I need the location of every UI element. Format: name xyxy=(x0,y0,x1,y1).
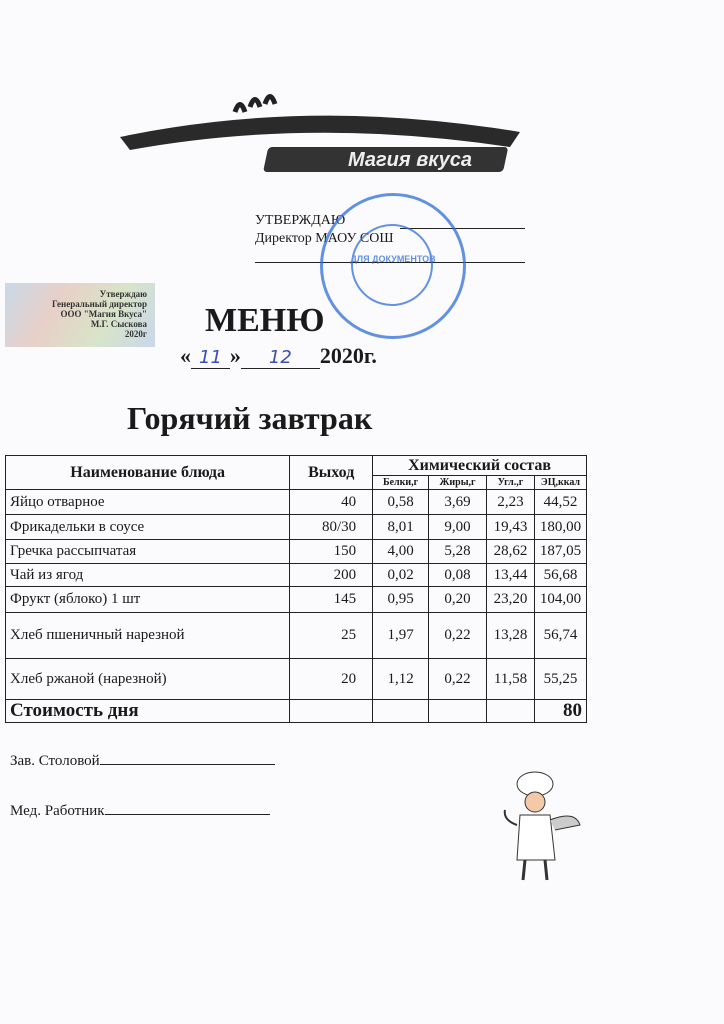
cell-energy: 187,05 xyxy=(534,540,586,564)
empty-cell xyxy=(373,700,429,723)
cell-energy: 56,68 xyxy=(534,564,586,587)
cell-carbs: 28,62 xyxy=(487,540,535,564)
menu-table xyxy=(5,455,587,723)
corp-line: М.Г. Сыскова xyxy=(90,319,147,329)
table-row xyxy=(6,659,587,700)
header-carbs: Угл.,г xyxy=(487,476,535,490)
empty-cell xyxy=(290,700,373,723)
header-energy: ЭЦ,ккал xyxy=(534,476,586,490)
cell-energy: 180,00 xyxy=(534,515,586,540)
total-value: 80 xyxy=(534,700,586,723)
table-row xyxy=(6,613,587,659)
table-row xyxy=(6,564,587,587)
table-row xyxy=(6,490,587,515)
header-fat: Жиры,г xyxy=(429,476,487,490)
cell-fat: 0,20 xyxy=(429,587,487,613)
cell-output: 80/30 xyxy=(290,515,373,540)
cell-fat: 3,69 xyxy=(429,490,487,515)
cell-protein: 1,12 xyxy=(373,659,429,700)
table-row xyxy=(6,515,587,540)
cell-energy: 44,52 xyxy=(534,490,586,515)
magia-vkusa-logo xyxy=(110,92,530,177)
medic-signature xyxy=(10,803,270,820)
cell-carbs: 19,43 xyxy=(487,515,535,540)
cell-name: Гречка рассыпчатая xyxy=(6,540,290,564)
empty-cell xyxy=(487,700,535,723)
corp-line: ООО "Магия Вкуса" xyxy=(60,309,147,319)
cell-fat: 0,08 xyxy=(429,564,487,587)
cell-output: 40 xyxy=(290,490,373,515)
cell-carbs: 11,58 xyxy=(487,659,535,700)
quote-close: » xyxy=(229,343,241,368)
cell-protein: 8,01 xyxy=(373,515,429,540)
date-year: 2020г. xyxy=(319,343,377,368)
cell-carbs: 13,44 xyxy=(487,564,535,587)
cell-fat: 0,22 xyxy=(429,613,487,659)
canteen-signature xyxy=(10,753,275,770)
cell-protein: 0,95 xyxy=(373,587,429,613)
cell-carbs: 23,20 xyxy=(487,587,535,613)
page-title: МЕНЮ xyxy=(205,302,325,339)
cell-name: Фрикадельки в соусе xyxy=(6,515,290,540)
medic-label: Мед. Работник xyxy=(10,803,105,819)
official-stamp xyxy=(320,193,466,339)
cell-output: 200 xyxy=(290,564,373,587)
cell-protein: 0,58 xyxy=(373,490,429,515)
header-output: Выход xyxy=(290,456,373,490)
cell-fat: 9,00 xyxy=(429,515,487,540)
corp-line: 2020г xyxy=(124,329,147,339)
approval-position: Директор МАОУ СОШ xyxy=(255,231,394,246)
cell-carbs: 2,23 xyxy=(487,490,535,515)
logo-text: Магия вкуса xyxy=(347,149,473,171)
cell-energy: 104,00 xyxy=(534,587,586,613)
cell-protein: 4,00 xyxy=(373,540,429,564)
quote-open: « xyxy=(180,343,191,368)
cell-protein: 1,97 xyxy=(373,613,429,659)
cell-output: 150 xyxy=(290,540,373,564)
total-label: Стоимость дня xyxy=(6,700,290,723)
cell-energy: 56,74 xyxy=(534,613,586,659)
cell-carbs: 13,28 xyxy=(487,613,535,659)
header-name: Наименование блюда xyxy=(6,456,290,490)
cell-name: Хлеб пшеничный нарезной xyxy=(6,613,290,659)
cell-fat: 0,22 xyxy=(429,659,487,700)
header-chem: Химический состав xyxy=(373,456,587,476)
cell-energy: 55,25 xyxy=(534,659,586,700)
table-row xyxy=(6,540,587,564)
menu-date xyxy=(180,343,377,369)
corp-line: Генеральный директор xyxy=(52,299,147,309)
cell-fat: 5,28 xyxy=(429,540,487,564)
cell-output: 25 xyxy=(290,613,373,659)
empty-cell xyxy=(429,700,487,723)
cell-name: Чай из ягод xyxy=(6,564,290,587)
cell-output: 145 xyxy=(290,587,373,613)
cell-name: Яйцо отварное xyxy=(6,490,290,515)
corp-line: Утверждаю xyxy=(99,289,147,299)
table-row xyxy=(6,587,587,613)
canteen-label: Зав. Столовой xyxy=(10,753,100,769)
cell-name: Фрукт (яблоко) 1 шт xyxy=(6,587,290,613)
approval-title: УТВЕРЖДАЮ xyxy=(255,213,346,228)
chef-illustration xyxy=(495,770,585,885)
corporate-stamp xyxy=(5,283,155,347)
date-month: 12 xyxy=(241,347,320,369)
cell-protein: 0,02 xyxy=(373,564,429,587)
cell-output: 20 xyxy=(290,659,373,700)
header-protein: Белки,г xyxy=(373,476,429,490)
meal-title: Горячий завтрак xyxy=(127,400,373,436)
stamp-text: ДЛЯ ДОКУМЕНТОВ xyxy=(350,254,436,264)
cell-name: Хлеб ржаной (нарезной) xyxy=(6,659,290,700)
date-day: 11 xyxy=(191,347,230,369)
